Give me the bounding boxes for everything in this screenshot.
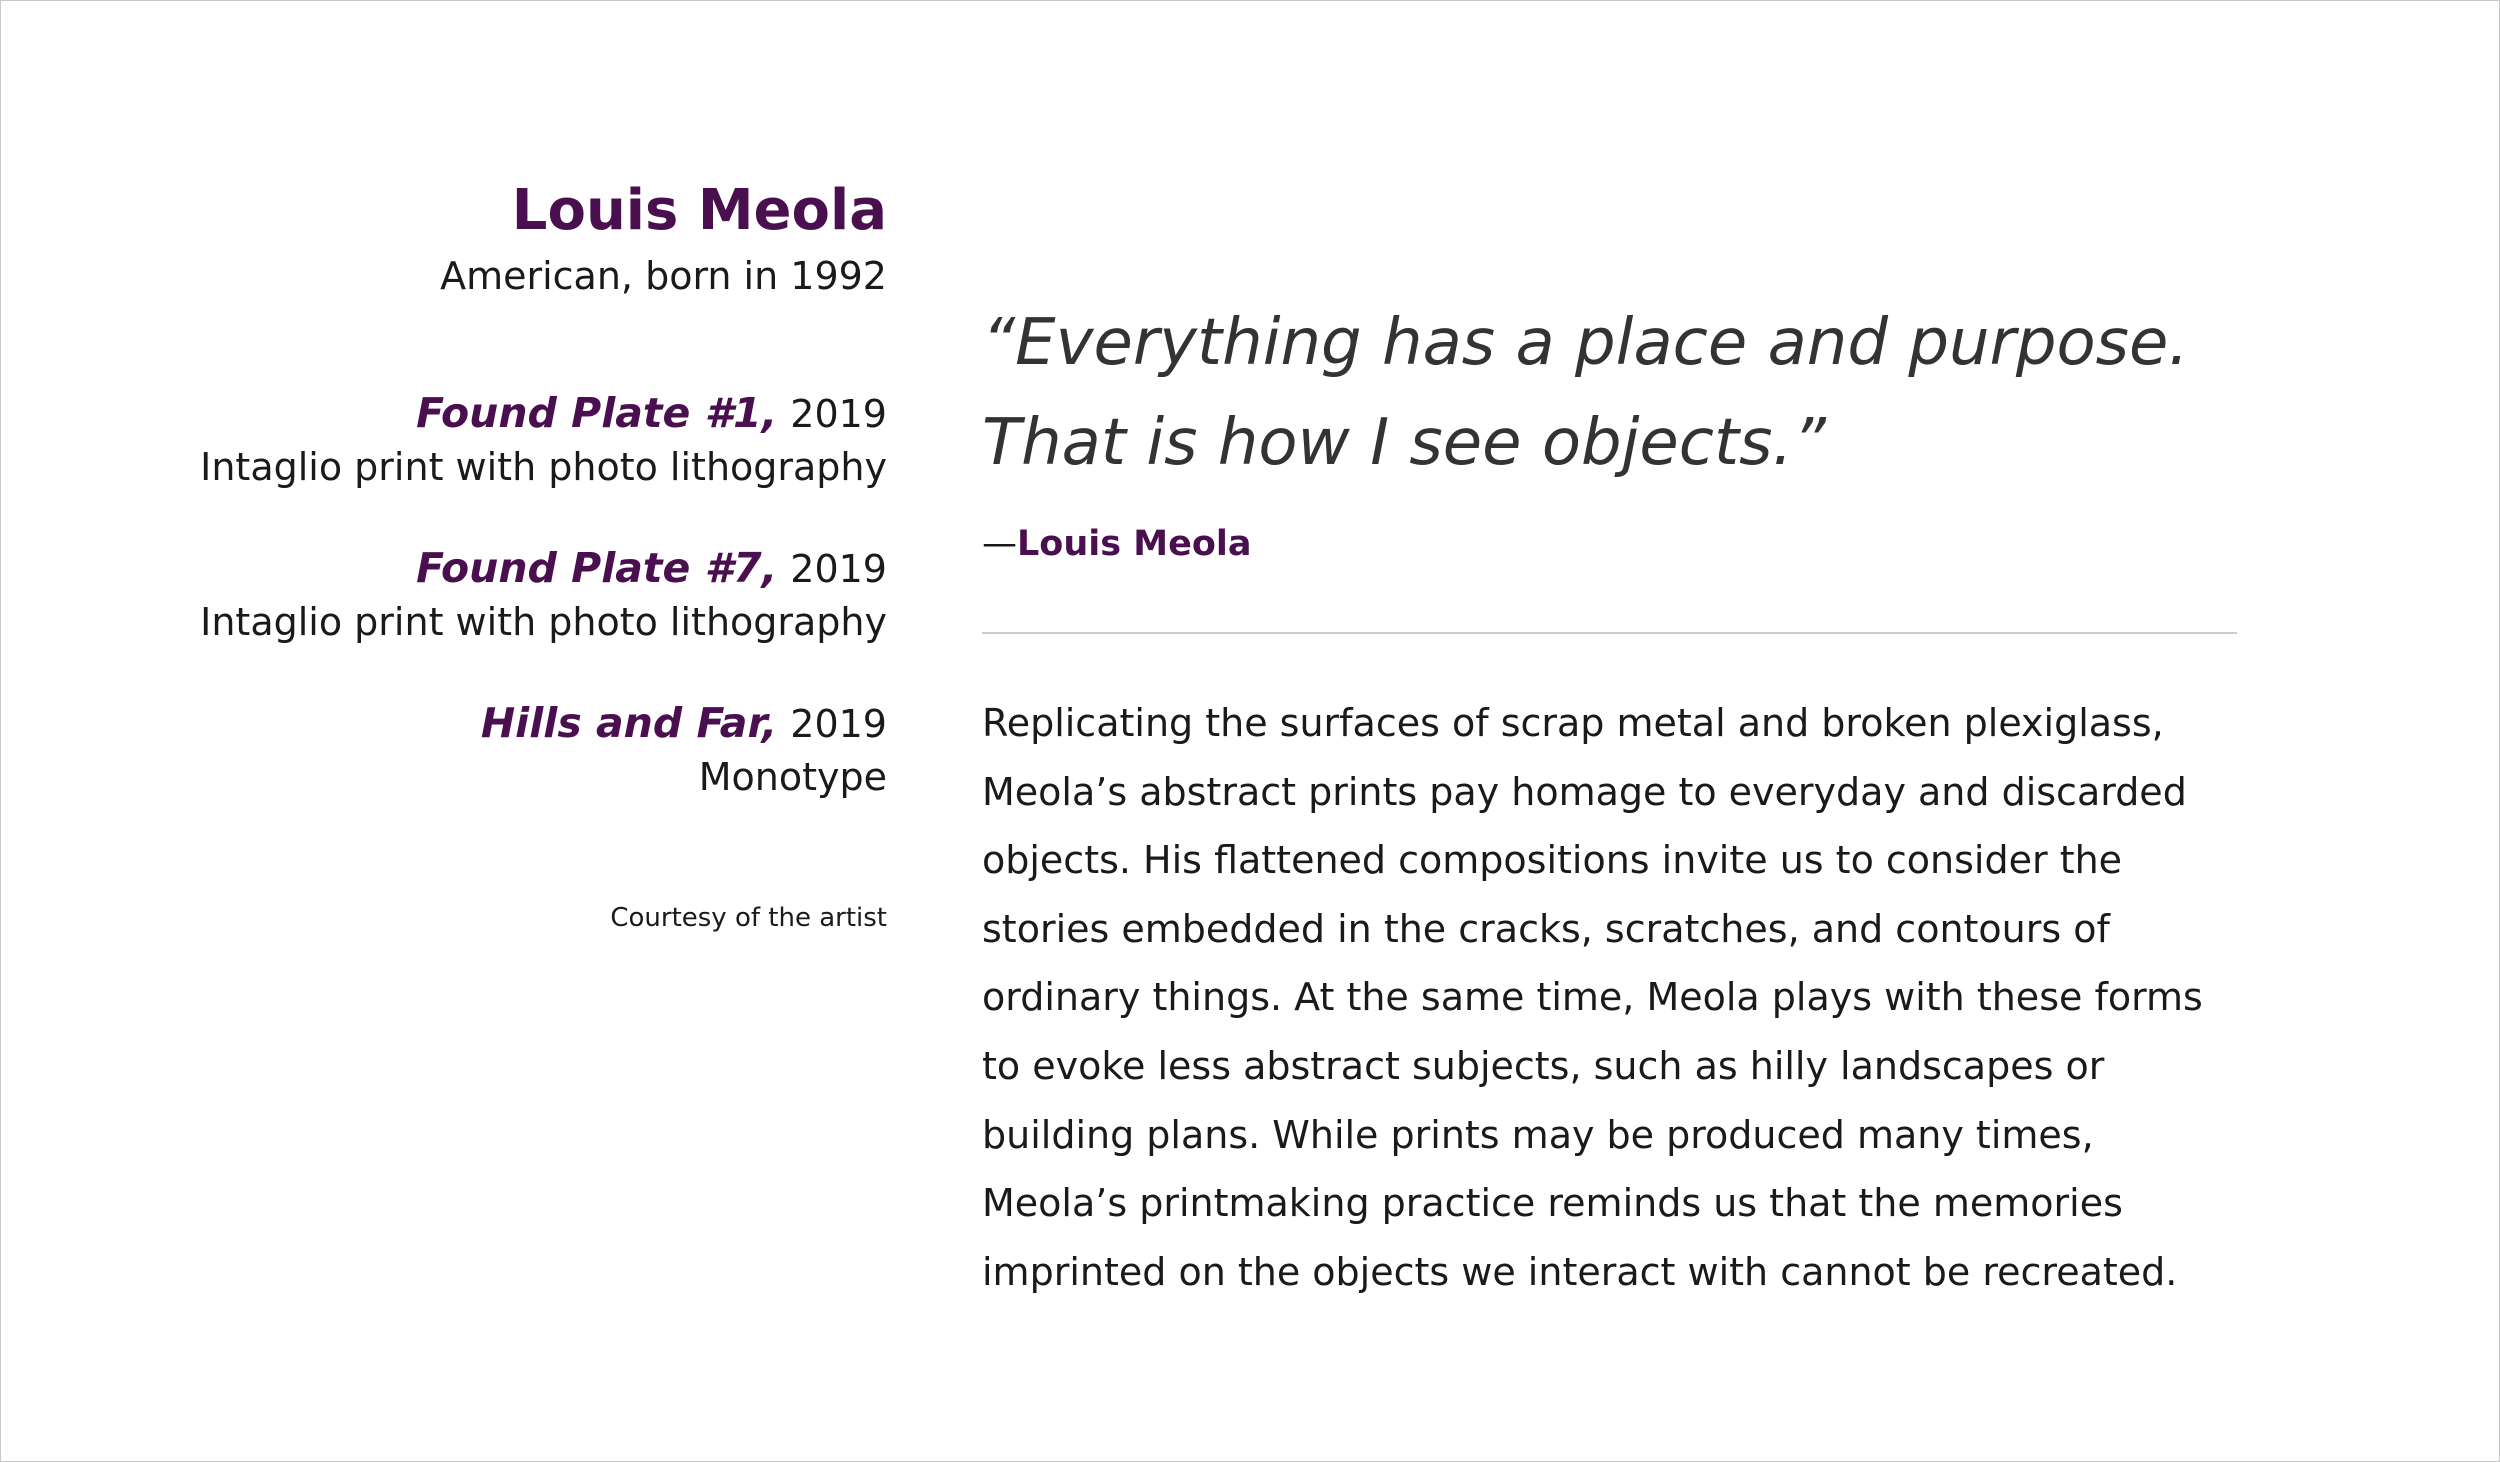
artwork-title: Hills and Far, [480,699,778,747]
artwork-year: 2019 [790,702,887,746]
body-text: Replicating the surfaces of scrap metal and broken plexiglass, Meola’s abstract prints pay homage to everyday and discarded objects. His flattened compositions invite us to consider the stories embedded in the cracks, scratches, and contours of ordinary things. At the same time, Meola plays with these forms to evoke less abstract subjects, such as hilly landscapes or building plans. While prints may be produced many times, Meola’s printmaking practice reminds us that the memories imprinted on the objects we interact with cannot be recreated. [982,701,2203,1294]
quote-line-1: “Everything has a place and purpose. [982,306,2189,380]
artwork-year: 2019 [790,547,887,591]
artwork-title: Found Plate #7, [416,544,778,592]
attribution-name: Louis Meola [1017,524,1252,564]
artist-name: Louis Meola [511,178,887,243]
artwork-entry [200,544,887,644]
artwork-entry [480,699,887,799]
artwork-year: 2019 [790,392,887,436]
attribution-dash: — [982,524,1017,564]
artwork-entry [200,389,887,489]
quote-line-2: That is how I see objects.” [982,406,1826,480]
artwork-title-line [480,699,887,747]
divider [982,632,2237,634]
artwork-title-line [200,389,887,437]
artist-quote [982,293,2237,493]
credit-line: Courtesy of the artist [610,903,887,933]
artwork-medium: Intaglio print with photo lithography [200,445,887,489]
artist-bio: American, born in 1992 [440,254,887,298]
artwork-medium: Monotype [698,755,887,799]
artwork-medium: Intaglio print with photo lithography [200,600,887,644]
quote-attribution [982,524,1252,564]
artwork-title-line [200,544,887,592]
artwork-title: Found Plate #1, [416,389,778,437]
